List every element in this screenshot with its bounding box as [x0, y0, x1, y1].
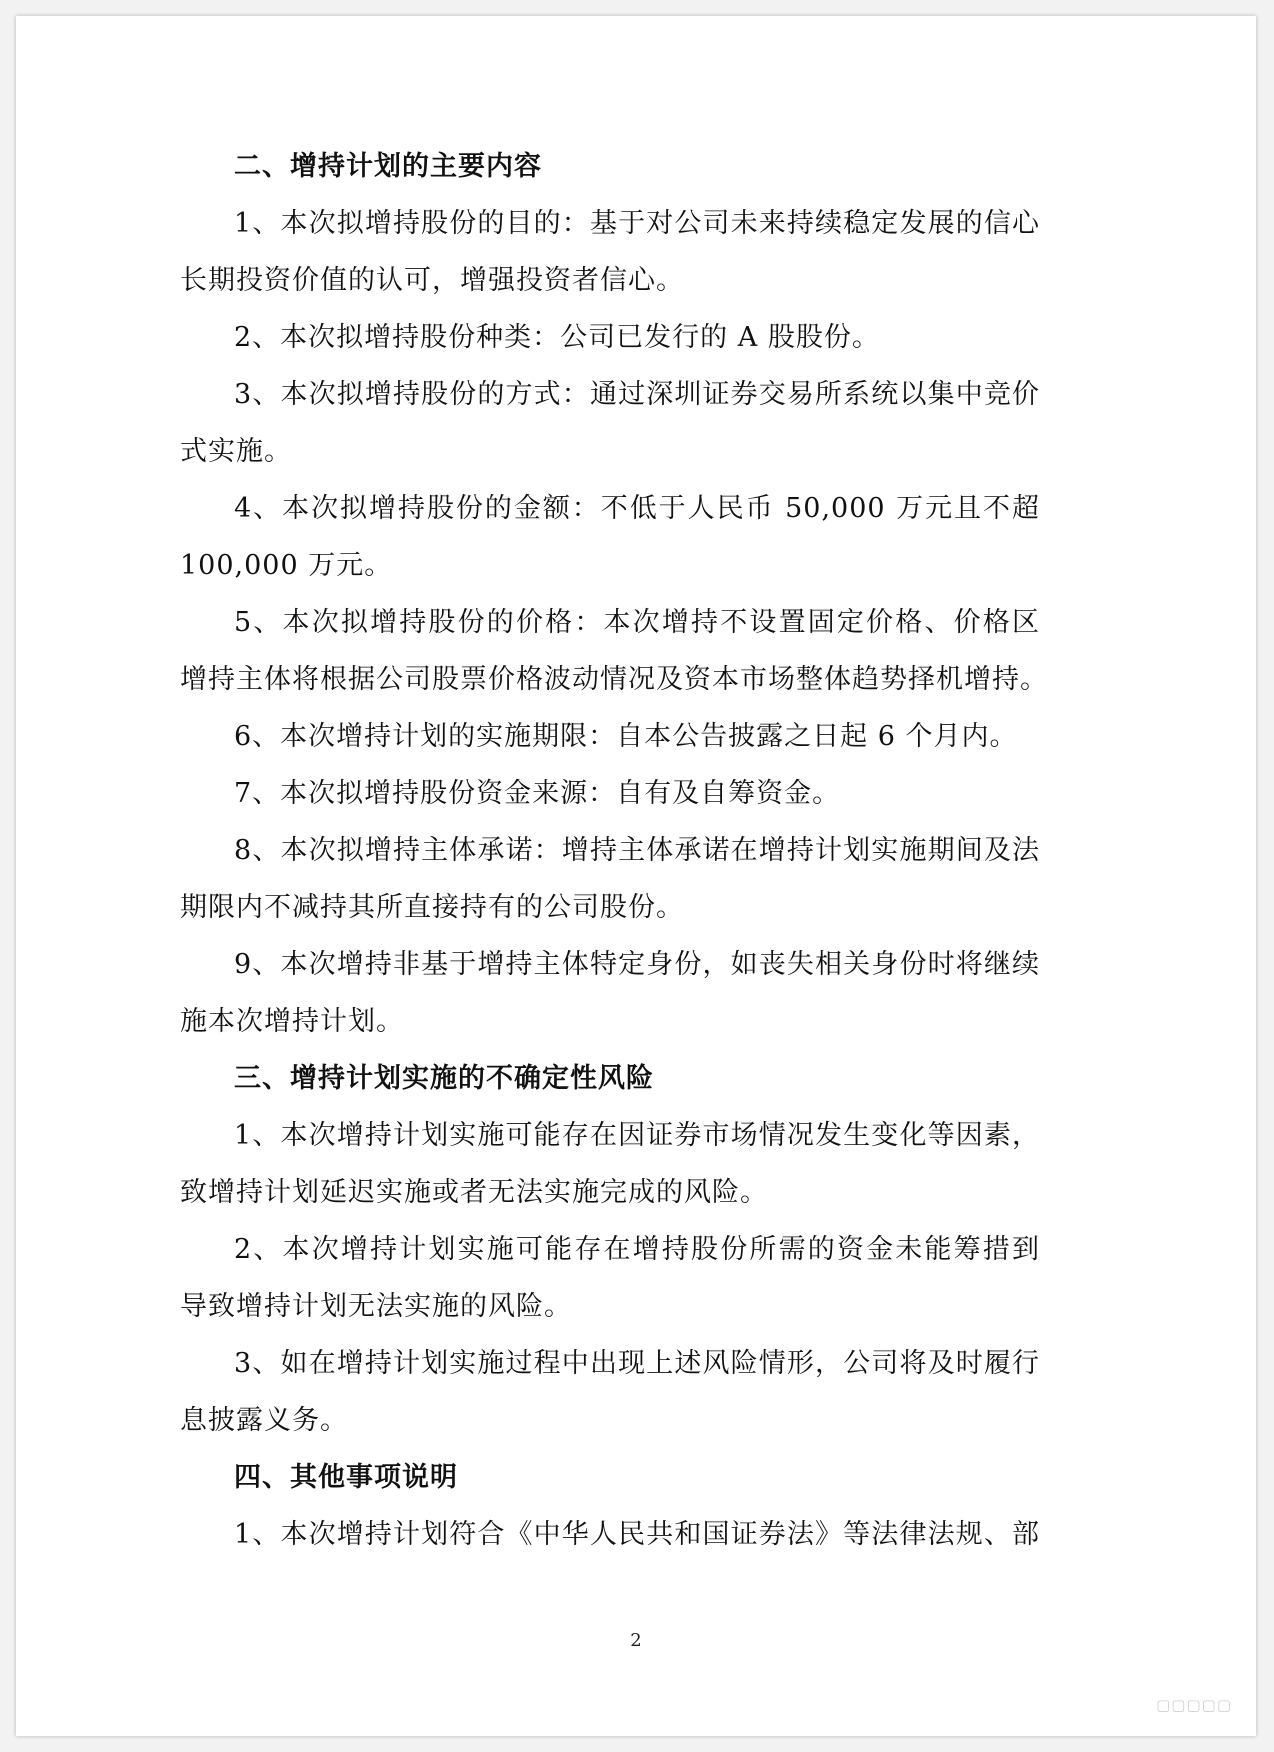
document-body	[180, 138, 1048, 1563]
paragraph-line: 5、本次拟增持股份的价格：本次增持不设置固定价格、价格区	[234, 607, 1040, 638]
paragraph-line: 7、本次拟增持股份资金来源：自有及自筹资金。	[234, 778, 841, 809]
paragraph-continuation-line: 期限内不减持其所直接持有的公司股份。	[180, 892, 684, 923]
paragraph-continuation-line: 施本次增持计划。	[180, 1006, 404, 1037]
paragraph-line: 1、本次增持计划符合《中华人民共和国证券法》等法律法规、部	[234, 1519, 1040, 1550]
paragraph-continuation-line: 导致增持计划无法实施的风险。	[180, 1291, 572, 1322]
paragraph-line: 6、本次增持计划的实施期限：自本公告披露之日起 6 个月内。	[234, 721, 1018, 752]
paragraph-line: 3、如在增持计划实施过程中出现上述风险情形，公司将及时履行	[234, 1348, 1040, 1379]
paragraph-line: 1、本次增持计划实施可能存在因证券市场情况发生变化等因素，	[234, 1120, 1040, 1151]
paragraph-continuation-line: 100,000 万元。	[180, 550, 393, 581]
watermark-logo: ▢▢▢▢▢	[1156, 1696, 1232, 1714]
page-number: 2	[630, 1630, 642, 1651]
paragraph-line: 1、本次拟增持股份的目的：基于对公司未来持续稳定发展的信心	[234, 208, 1040, 239]
section-heading: 四、其他事项说明	[234, 1462, 458, 1493]
paragraph-line: 8、本次拟增持主体承诺：增持主体承诺在增持计划实施期间及法	[234, 835, 1040, 866]
paragraph-continuation-line: 致增持计划延迟实施或者无法实施完成的风险。	[180, 1177, 768, 1208]
paragraph-continuation-line: 增持主体将根据公司股票价格波动情况及资本市场整体趋势择机增持。	[180, 664, 1048, 695]
section-heading: 三、增持计划实施的不确定性风险	[234, 1063, 654, 1094]
paragraph-line: 3、本次拟增持股份的方式：通过深圳证券交易所系统以集中竞价	[234, 379, 1040, 410]
paragraph-continuation-line: 式实施。	[180, 436, 292, 467]
paragraph-line: 2、本次增持计划实施可能存在增持股份所需的资金未能筹措到	[234, 1234, 1040, 1265]
section-heading: 二、增持计划的主要内容	[234, 151, 542, 182]
paragraph-line: 4、本次拟增持股份的金额：不低于人民币 50,000 万元且不超	[234, 493, 1040, 524]
paragraph-line: 2、本次拟增持股份种类：公司已发行的 A 股股份。	[234, 322, 880, 353]
paragraph-continuation-line: 息披露义务。	[180, 1405, 348, 1436]
document-page	[16, 16, 1256, 1736]
paragraph-line: 9、本次增持非基于增持主体特定身份，如丧失相关身份时将继续	[234, 949, 1040, 980]
paragraph-continuation-line: 长期投资价值的认可，增强投资者信心。	[180, 265, 684, 296]
